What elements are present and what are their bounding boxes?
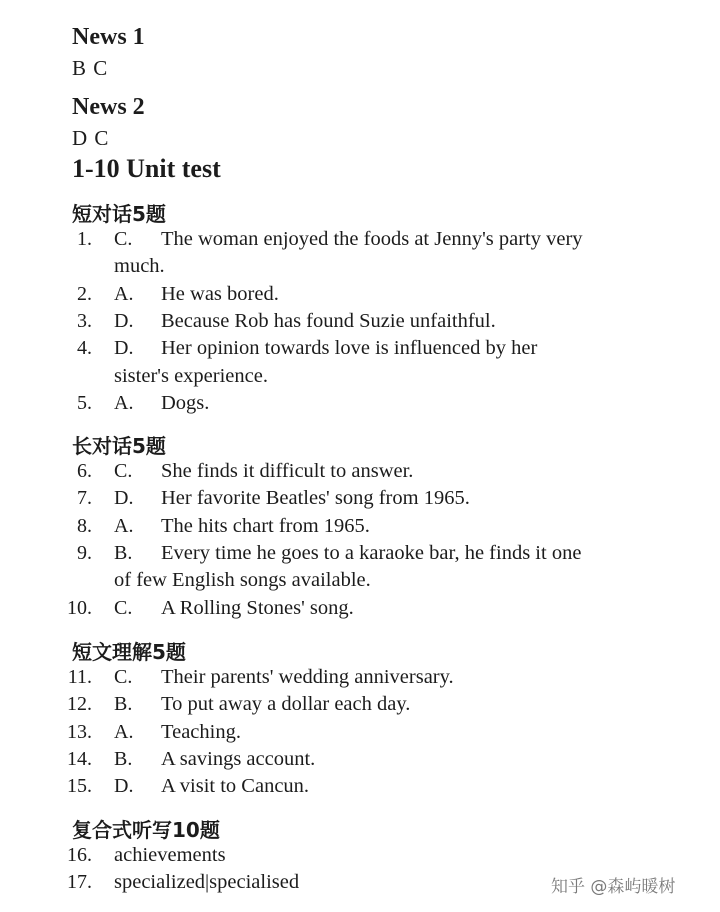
answer-letter: C. — [114, 228, 133, 250]
answer-text: A savings account. — [161, 747, 316, 770]
question-number: 1. — [77, 228, 92, 250]
question-number: 9. — [77, 541, 92, 564]
answer-text: She finds it difficult to answer. — [161, 460, 414, 482]
answer-text: A Rolling Stones' song. — [161, 596, 354, 619]
question-number: 13. — [67, 720, 92, 743]
news-2-answers: D C — [72, 126, 110, 150]
answer-text: Because Rob has found Suzie unfaithful. — [161, 309, 496, 332]
answer-text: Their parents' wedding anniversary. — [161, 666, 454, 688]
news-1-answers: B C — [72, 56, 109, 80]
answer-letter: C. — [114, 596, 133, 619]
answer-letter: D. — [114, 309, 134, 332]
section-title: 短文理解5题 — [72, 640, 186, 664]
answer-text: Teaching. — [161, 720, 241, 743]
answer-letter: A. — [114, 720, 134, 743]
question-number: 5. — [77, 391, 92, 414]
news-2-title: News 2 — [72, 94, 145, 120]
question-number: 11. — [67, 666, 92, 688]
question-number: 15. — [67, 775, 92, 798]
answer-letter: B. — [114, 747, 133, 770]
answer-text: To put away a dollar each day. — [161, 693, 411, 716]
answer-text: The hits chart from 1965. — [161, 514, 370, 537]
section-title: 长对话5题 — [72, 434, 166, 458]
news-1-title: News 1 — [72, 24, 145, 50]
answer-letter: C. — [114, 460, 133, 482]
question-number: 17. — [67, 871, 92, 894]
section-title: 短对话5题 — [72, 202, 166, 226]
answer-text: The woman enjoyed the foods at Jenny's party very — [161, 228, 583, 250]
answer-letter: D. — [114, 775, 134, 798]
question-number: 12. — [67, 693, 92, 716]
answer-text-continuation: sister's experience. — [114, 364, 268, 387]
answer-letter: D. — [114, 337, 134, 360]
answer-letter: A. — [114, 391, 134, 414]
answer-letter: A. — [114, 514, 134, 537]
question-number: 14. — [67, 747, 92, 770]
question-number: 10. — [67, 596, 92, 619]
answer-text: Dogs. — [161, 391, 210, 414]
question-number: 4. — [77, 337, 92, 360]
question-number: 16. — [67, 844, 92, 866]
answer-text: specialized|specialised — [114, 871, 300, 894]
answer-text: achievements — [114, 844, 226, 866]
question-number: 8. — [77, 514, 92, 537]
answer-text: Her favorite Beatles' song from 1965. — [161, 487, 470, 510]
answer-text-continuation: much. — [114, 255, 165, 278]
watermark: 知乎 @森屿暖树 — [551, 877, 676, 897]
answer-text: Every time he goes to a karaoke bar, he finds it one — [161, 541, 582, 564]
answer-letter: B. — [114, 541, 133, 564]
section-title: 复合式听写10题 — [72, 818, 220, 842]
question-number: 3. — [77, 309, 92, 332]
answer-letter: D. — [114, 487, 134, 510]
answer-letter: B. — [114, 693, 133, 716]
question-number: 2. — [77, 282, 92, 305]
unit-test-title: 1-10 Unit test — [72, 154, 221, 183]
question-number: 6. — [77, 460, 92, 482]
answer-letter: C. — [114, 666, 133, 688]
answer-letter: A. — [114, 282, 134, 305]
question-number: 7. — [77, 487, 92, 510]
answer-text-continuation: of few English songs available. — [114, 569, 371, 592]
answer-text: A visit to Cancun. — [161, 775, 310, 798]
answer-text: Her opinion towards love is influenced by her — [161, 337, 538, 360]
answer-text: He was bored. — [161, 282, 279, 305]
